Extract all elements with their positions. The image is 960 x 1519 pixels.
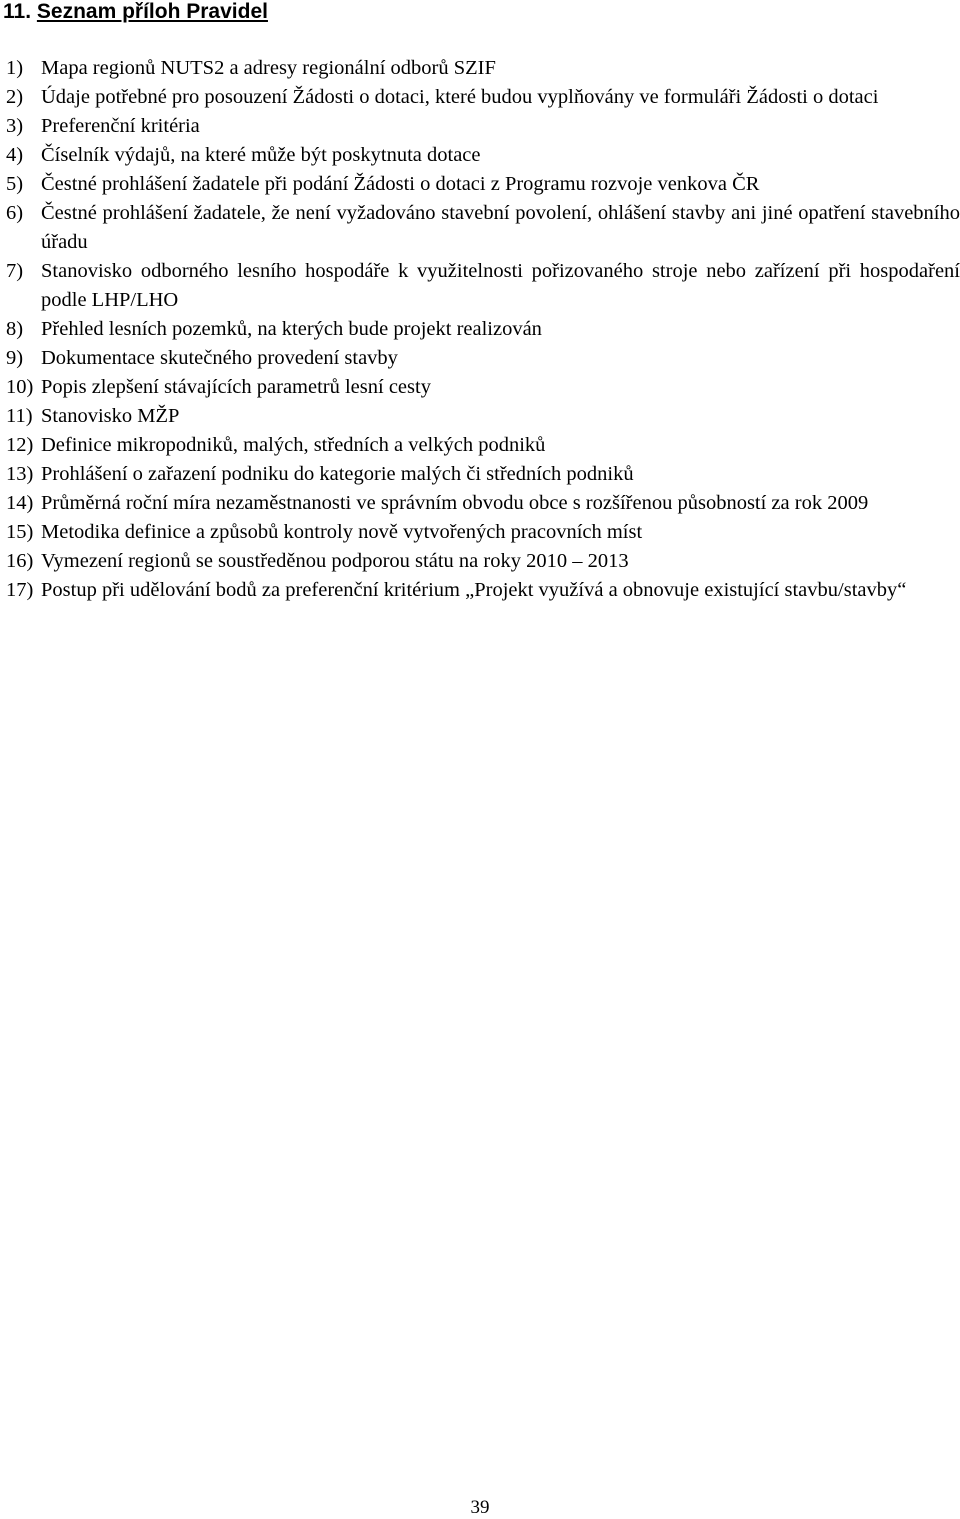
- list-item: [6, 460, 960, 489]
- section-heading: [3, 0, 268, 25]
- list-item: [6, 54, 960, 83]
- item-text: Čestné prohlášení žadatele při podání Žádosti o dotaci z Programu rozvoje venkova ČR: [41, 173, 760, 195]
- item-number: 6): [6, 202, 24, 224]
- item-number: 5): [6, 173, 24, 195]
- list-item: [6, 576, 960, 605]
- item-text: Postup při udělování bodů za preferenční kritérium „Projekt využívá a obnovuje existující stavbu/stavby“: [41, 579, 907, 601]
- list-item: [6, 547, 960, 576]
- list-item: [6, 373, 960, 402]
- item-text: Čestné prohlášení žadatele, že není vyžadováno stavební povolení, ohlášení stavby ani jiné opatření stavebního úřadu: [41, 202, 960, 253]
- item-text: Definice mikropodniků, malých, středních a velkých podniků: [41, 434, 546, 456]
- list-item: [6, 199, 960, 257]
- list-item: [6, 257, 960, 315]
- item-number: 8): [6, 318, 24, 340]
- item-text: Stanovisko odborného lesního hospodáře k využitelnosti pořizovaného stroje nebo zařízení při hospodaření podle LHP/LHO: [41, 260, 960, 311]
- item-text: Prohlášení o zařazení podniku do kategorie malých či středních podniků: [41, 463, 634, 485]
- item-number: 3): [6, 115, 24, 137]
- item-text: Preferenční kritéria: [41, 115, 200, 137]
- item-number: 12): [6, 434, 34, 456]
- item-text: Dokumentace skutečného provedení stavby: [41, 347, 398, 369]
- item-text: Popis zlepšení stávajících parametrů lesní cesty: [41, 376, 431, 398]
- item-number: 17): [6, 579, 34, 601]
- list-item: [6, 489, 960, 518]
- item-text: Metodika definice a způsobů kontroly nově vytvořených pracovních míst: [41, 521, 643, 543]
- list-item: [6, 431, 960, 460]
- list-item: [6, 518, 960, 547]
- item-text: Stanovisko MŽP: [41, 405, 180, 427]
- item-number: 11): [6, 405, 33, 427]
- list-item: [6, 112, 960, 141]
- list-item: [6, 315, 960, 344]
- item-number: 1): [6, 57, 24, 79]
- section-number: 11.: [3, 0, 32, 23]
- item-number: 15): [6, 521, 34, 543]
- item-text: Údaje potřebné pro posouzení Žádosti o dotaci, které budou vyplňovány ve formuláři Žádosti o dotaci: [41, 86, 879, 108]
- item-number: 7): [6, 260, 24, 282]
- list-item: [6, 402, 960, 431]
- item-number: 16): [6, 550, 34, 572]
- item-text: Mapa regionů NUTS2 a adresy regionální odborů SZIF: [41, 57, 496, 79]
- page-number: 39: [470, 1497, 490, 1518]
- section-title: Seznam příloh Pravidel: [36, 0, 268, 23]
- item-number: 2): [6, 86, 24, 108]
- item-text: Průměrná roční míra nezaměstnanosti ve správním obvodu obce s rozšířenou působností za rok 2009: [41, 492, 869, 514]
- list-item: [6, 170, 960, 199]
- item-number: 14): [6, 492, 34, 514]
- list-item: [6, 344, 960, 373]
- attachments-list: [6, 54, 960, 605]
- item-number: 13): [6, 463, 34, 485]
- item-number: 9): [6, 347, 24, 369]
- item-text: Vymezení regionů se soustředěnou podporou státu na roky 2010 – 2013: [41, 550, 629, 572]
- item-number: 10): [6, 376, 34, 398]
- item-number: 4): [6, 144, 24, 166]
- list-item: [6, 83, 960, 112]
- item-text: Číselník výdajů, na které může být poskytnuta dotace: [41, 144, 481, 166]
- item-text: Přehled lesních pozemků, na kterých bude projekt realizován: [41, 318, 542, 340]
- list-item: [6, 141, 960, 170]
